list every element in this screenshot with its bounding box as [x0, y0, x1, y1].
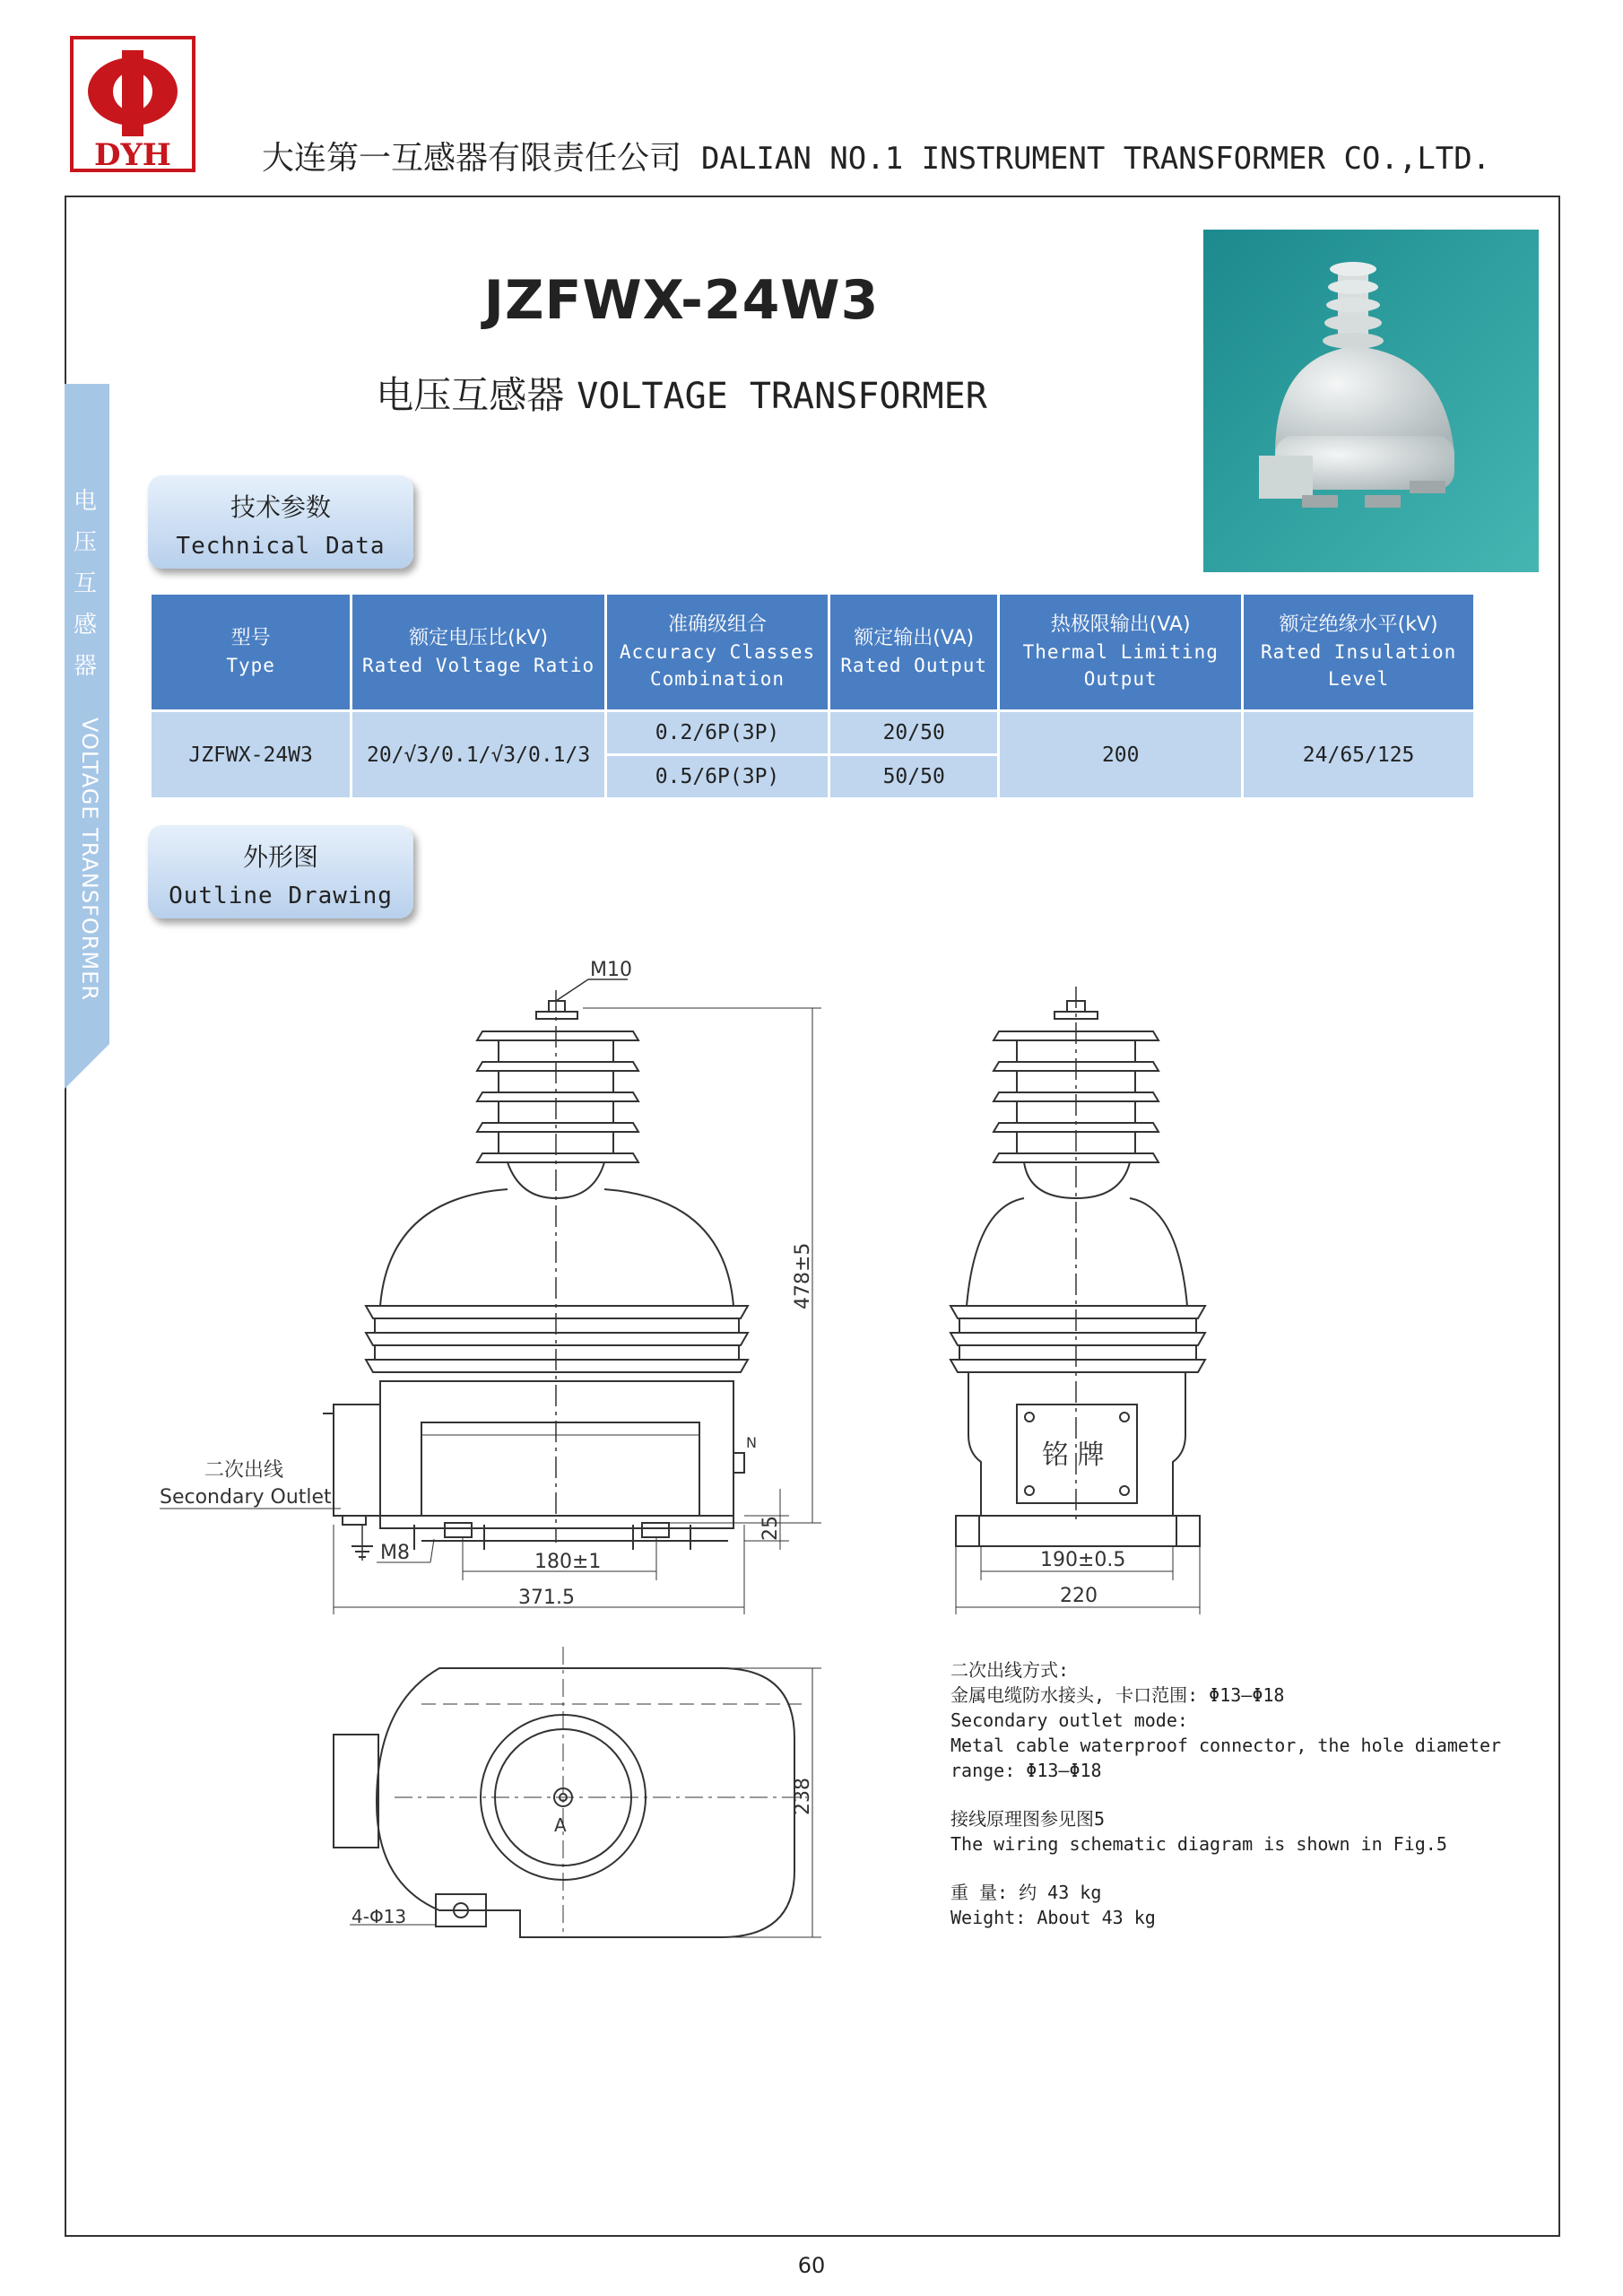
dim-238: 238 [792, 1778, 814, 1815]
note-line: Metal cable waterproof connector, the hole diameter [950, 1735, 1502, 1756]
dim-190: 190±0.5 [1040, 1549, 1126, 1571]
header-thermal: 热极限输出(VA) Thermal Limiting Output [1000, 595, 1241, 709]
label-m8: M8 [380, 1542, 410, 1564]
note-line: 二次出线方式: [950, 1659, 1070, 1681]
outline-drawing-heading: 外形图 Outline Drawing [148, 825, 413, 918]
cell-output-1: 20/50 [830, 712, 997, 753]
cell-output-2: 50/50 [830, 756, 997, 797]
table-row [152, 712, 1473, 753]
note-line: Weight: About 43 kg [950, 1907, 1156, 1928]
header-insulation: 额定绝缘水平(kV) Rated Insulation Level [1244, 595, 1473, 709]
company-name-cn: 大连第一互感器有限责任公司 [262, 140, 682, 177]
technical-data-heading: 技术参数 Technical Data [148, 475, 413, 569]
subtitle-en: VOLTAGE TRANSFORMER [577, 376, 987, 417]
note-line: 金属电缆防水接头, 卡口范围: Φ13—Φ18 [950, 1684, 1285, 1706]
label-a: A [554, 1814, 567, 1836]
note-line: 重 量: 约 43 kg [950, 1882, 1102, 1903]
header-ratio: 额定电压比(kV) Rated Voltage Ratio [352, 595, 604, 709]
dim-220: 220 [1060, 1585, 1098, 1607]
top-view [334, 1647, 821, 1937]
notes-block [950, 1657, 1524, 1930]
side-tab-label-cn: 电 压 互 感 器 [73, 488, 97, 680]
side-view [950, 987, 1205, 1614]
cell-accuracy-2: 0.5/6P(3P) [607, 756, 828, 797]
company-name-en: DALIAN NO.1 INSTRUMENT TRANSFORMER CO.,LTD. [701, 141, 1491, 177]
note-line: The wiring schematic diagram is shown in Fig.5 [950, 1833, 1447, 1855]
company-logo [70, 36, 195, 172]
table-header-row [152, 595, 1473, 709]
page-subtitle [287, 366, 1076, 420]
cell-thermal: 200 [1000, 712, 1241, 797]
product-photo [1203, 230, 1539, 572]
cell-ratio: 20/√3/0.1/√3/0.1/3 [352, 712, 604, 797]
header-type: 型号 Type [152, 595, 350, 709]
cell-insulation: 24/65/125 [1244, 712, 1473, 797]
label-holes: 4-Φ13 [352, 1906, 407, 1927]
dim-478: 478±5 [792, 1242, 814, 1309]
technical-data-table [149, 592, 1476, 800]
cell-type: JZFWX-24W3 [152, 712, 350, 797]
subtitle-cn: 电压互感器 [376, 373, 565, 417]
note-line: range: Φ13—Φ18 [950, 1760, 1102, 1781]
company-name [262, 133, 1490, 178]
side-tab-label-en: VOLTAGE TRANSFORMER [77, 718, 102, 1002]
cell-accuracy-1: 0.2/6P(3P) [607, 712, 828, 753]
dim-25: 25 [759, 1516, 782, 1541]
label-secondary-en: Secondary Outlet [160, 1486, 332, 1509]
label-m10: M10 [590, 960, 632, 981]
dim-180: 180±1 [534, 1551, 602, 1573]
header-accuracy: 准确级组合 Accuracy Classes Combination [607, 595, 828, 709]
page-number: 60 [797, 2253, 826, 2278]
label-nameplate: 铭 牌 [1042, 1439, 1105, 1471]
front-view [160, 960, 821, 1614]
label-secondary-cn: 二次出线 [204, 1459, 284, 1482]
label-n: N [746, 1434, 757, 1451]
page-title: JZFWX-24W3 [483, 269, 880, 332]
logo-text: DYH [94, 137, 171, 172]
header-output: 额定输出(VA) Rated Output [830, 595, 997, 709]
note-line: Secondary outlet mode: [950, 1709, 1188, 1731]
dim-371: 371.5 [518, 1587, 575, 1609]
note-line: 接线原理图参见图5 [950, 1808, 1106, 1830]
